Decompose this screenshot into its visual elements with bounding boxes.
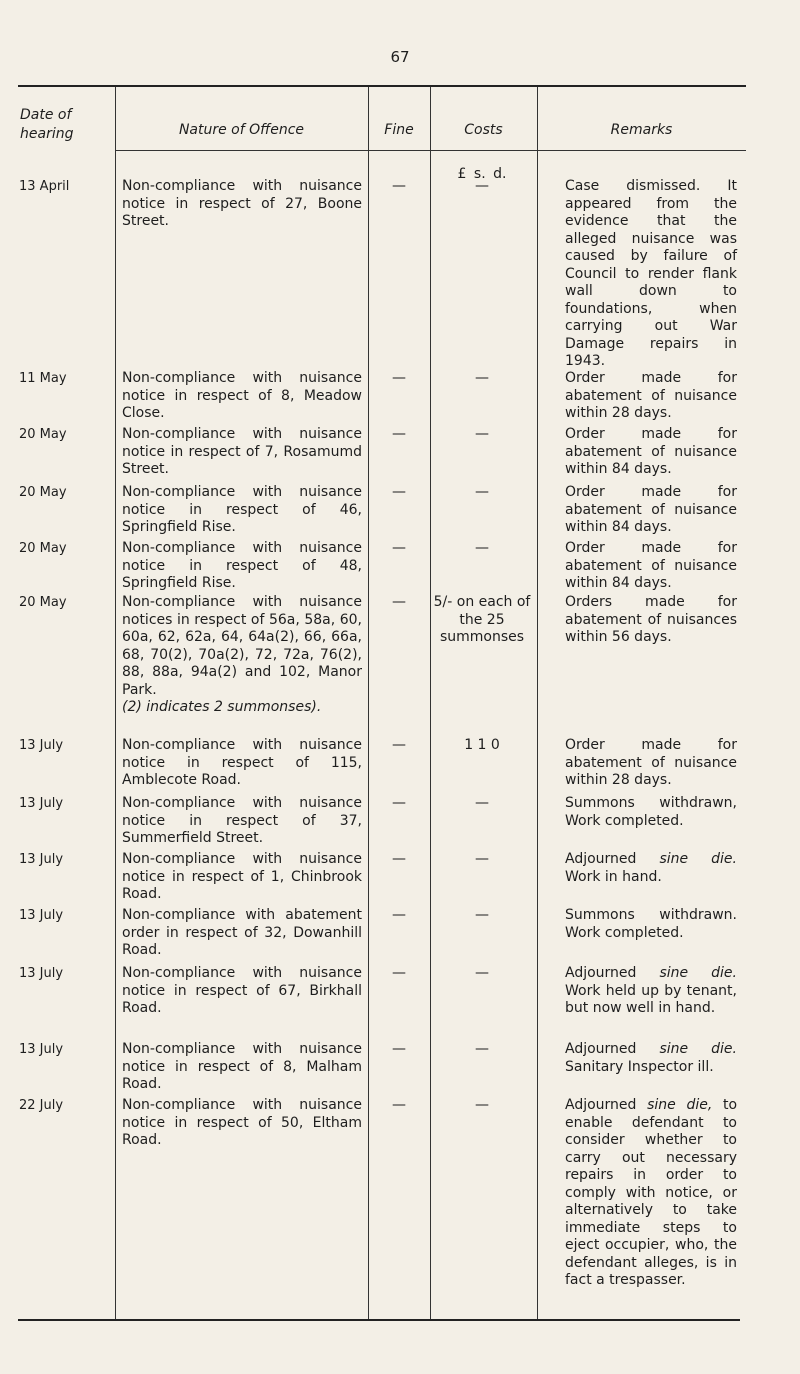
remarks-body: Order made for abatement of nuisance within 84 days.	[565, 426, 737, 477]
header-offence: Nature of Offence	[178, 122, 305, 138]
fine-value: —	[392, 965, 406, 981]
fine-value: —	[392, 907, 406, 923]
offence-description	[122, 851, 362, 904]
remarks-text	[565, 737, 737, 790]
remarks-text	[565, 484, 737, 537]
remarks-body: to enable defendant to consider whether to carry out necessary repairs in order to comply with notice, or alternatively to take immediate steps to eject occupier, who, the defendant alleges, is in fact a trespasser.	[565, 1097, 738, 1288]
remarks-body: Summons withdrawn, Work completed.	[565, 795, 737, 829]
fine-value: —	[392, 370, 406, 386]
offence-text: Non-compliance with nuisance notices in respect of 56a, 58a, 60, 60a, 62, 62a, 64, 64a(2), 66, 66a, 68, 70(2), 70a(2), 72, 72a, 76(2), 88, 88a, 94a(2) and 102, Manor Park.	[122, 594, 362, 698]
hearing-date: 13 July	[19, 1042, 64, 1057]
costs-value: —	[475, 795, 489, 811]
header-costs: Costs	[464, 122, 503, 138]
remarks-latin: sine die.	[659, 965, 737, 981]
offence-description	[122, 737, 362, 790]
header-remarks: Remarks	[610, 122, 673, 138]
offence-text: Non-compliance with nuisance notice in respect of 8, Meadow Close.	[122, 370, 362, 421]
offence-description	[122, 1097, 362, 1150]
remarks-body: Work held up by tenant, but now well in hand.	[565, 982, 737, 1016]
offence-text: Non-compliance with nuisance notice in respect of 115, Amblecote Road.	[122, 737, 362, 788]
offence-text: Non-compliance with nuisance notice in respect of 67, Birkhall Road.	[122, 965, 362, 1016]
table-top-rule	[18, 85, 746, 87]
hearing-date: 13 July	[19, 796, 64, 811]
hearing-date: 20 May	[19, 427, 67, 442]
offence-text: Non-compliance with nuisance notice in respect of 48, Springfield Rise.	[122, 540, 362, 591]
costs-value: —	[475, 178, 489, 194]
fine-value: —	[392, 594, 406, 610]
offence-text: Non-compliance with nuisance notice in respect of 50, Eltham Road.	[122, 1097, 362, 1148]
hearing-date: 13 July	[19, 966, 64, 981]
table-bottom-rule	[18, 1319, 740, 1321]
offence-note: (2) indicates 2 summonses).	[122, 699, 322, 715]
hearing-date: 22 July	[19, 1098, 64, 1113]
remarks-body: Order made for abatement of nuisance within 28 days.	[565, 370, 737, 421]
offence-description	[122, 484, 362, 537]
remarks-prefix: Adjourned	[565, 1097, 637, 1113]
remarks-text	[565, 907, 737, 942]
costs-value: —	[475, 426, 489, 442]
costs-value: —	[475, 851, 489, 867]
costs-value: —	[475, 540, 489, 556]
remarks-prefix: Adjourned	[565, 965, 637, 981]
remarks-text	[565, 965, 737, 1018]
remarks-body: Case dismissed. It appeared from the evidence that the alleged nuisance was caused by failure of Council to render flank wall down to foundations, when carrying out War Damage repairs in 1943.	[565, 178, 737, 369]
header-date: Date of hearing	[20, 107, 74, 142]
fine-value: —	[392, 484, 406, 500]
remarks-body: Summons withdrawn. Work completed.	[565, 907, 737, 941]
offence-text: Non-compliance with nuisance notice in respect of 7, Rosamumd Street.	[122, 426, 362, 477]
remarks-text	[565, 1041, 737, 1076]
costs-value: 5/- on each of the 25 summonses	[433, 594, 531, 645]
remarks-body: Order made for abatement of nuisance within 84 days.	[565, 540, 737, 591]
header-separator	[115, 150, 746, 151]
remarks-text	[565, 370, 737, 423]
fine-value: —	[392, 1097, 406, 1113]
fine-value: —	[392, 178, 406, 194]
fine-value: —	[392, 795, 406, 811]
hearing-date: 20 May	[19, 485, 67, 500]
remarks-text	[565, 795, 737, 830]
remarks-text	[565, 426, 737, 479]
costs-value: —	[475, 1041, 489, 1057]
column-divider	[430, 87, 431, 1319]
offence-text: Non-compliance with nuisance notice in respect of 27, Boone Street.	[122, 178, 362, 229]
remarks-text	[565, 540, 737, 593]
remarks-body: Order made for abatement of nuisance within 28 days.	[565, 737, 737, 788]
hearing-date: 20 May	[19, 541, 67, 556]
remarks-latin: sine die.	[659, 851, 737, 867]
page-number: 67	[390, 48, 410, 66]
offence-description	[122, 1041, 362, 1094]
remarks-prefix: Adjourned	[565, 851, 637, 867]
hearing-date: 13 July	[19, 738, 64, 753]
column-divider	[368, 87, 369, 1319]
remarks-text	[565, 594, 737, 647]
offence-description	[122, 426, 362, 479]
remarks-body: Work in hand.	[565, 868, 662, 885]
costs-value: —	[475, 907, 489, 923]
header-fine: Fine	[384, 122, 414, 138]
offence-description	[122, 370, 362, 423]
offence-text: Non-compliance with nuisance notice in respect of 37, Summerfield Street.	[122, 795, 362, 846]
hearing-date: 11 May	[19, 371, 67, 386]
remarks-text	[565, 1097, 737, 1290]
offence-text: Non-compliance with nuisance notice in respect of 8, Malham Road.	[122, 1041, 362, 1092]
offence-description	[122, 178, 362, 231]
offence-text: Non-compliance with nuisance notice in respect of 46, Springfield Rise.	[122, 484, 362, 535]
remarks-text	[565, 178, 737, 371]
offence-description	[122, 594, 362, 717]
fine-value: —	[392, 426, 406, 442]
remarks-text	[565, 851, 737, 886]
offence-description	[122, 540, 362, 593]
costs-value: —	[475, 965, 489, 981]
hearing-date: 13 April	[19, 179, 70, 194]
costs-value: —	[475, 484, 489, 500]
offence-text: Non-compliance with nuisance notice in respect of 1, Chinbrook Road.	[122, 851, 362, 902]
costs-value: 1 1 0	[464, 737, 500, 753]
fine-value: —	[392, 851, 406, 867]
offence-description	[122, 965, 362, 1018]
hearing-date: 13 July	[19, 908, 64, 923]
column-divider	[115, 87, 116, 1319]
offence-description	[122, 795, 362, 848]
remarks-body: Orders made for abatement of nuisances within 56 days.	[565, 594, 737, 645]
fine-value: —	[392, 737, 406, 753]
offence-text: Non-compliance with abatement order in respect of 32, Dowanhill Road.	[122, 907, 362, 958]
remarks-prefix: Adjourned	[565, 1041, 637, 1057]
offence-description	[122, 907, 362, 960]
costs-value: —	[475, 370, 489, 386]
remarks-body: Order made for abatement of nuisance within 84 days.	[565, 484, 737, 535]
currency-header: £ s. d.	[457, 166, 507, 182]
fine-value: —	[392, 1041, 406, 1057]
column-divider	[537, 87, 538, 1319]
hearing-date: 13 July	[19, 852, 64, 867]
remarks-latin: sine die.	[659, 1041, 737, 1057]
remarks-body: Sanitary Inspector ill.	[565, 1058, 714, 1075]
costs-value: —	[475, 1097, 489, 1113]
fine-value: —	[392, 540, 406, 556]
remarks-latin: sine die,	[647, 1097, 713, 1113]
hearing-date: 20 May	[19, 595, 67, 610]
